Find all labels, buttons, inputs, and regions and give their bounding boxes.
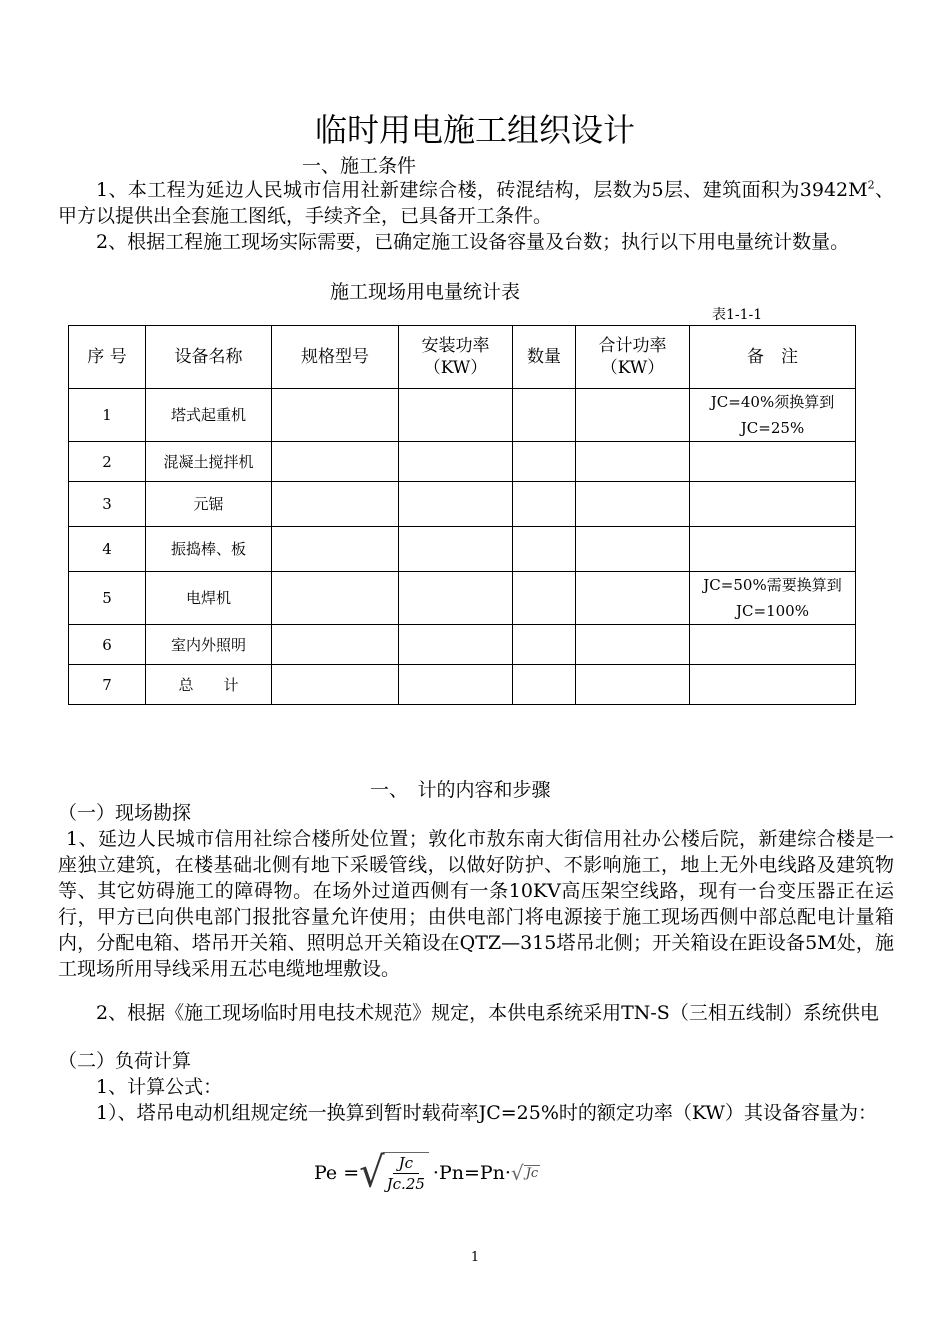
table-row <box>69 572 856 625</box>
cell-power <box>399 665 513 705</box>
cell-total <box>576 482 690 527</box>
cell-spec <box>272 625 399 665</box>
paragraph-crane-conversion: 1）、塔吊电动机组规定统一换算到暂时载荷率JC=25%时的额定功率（KW）其设备容量为： <box>96 1102 877 1124</box>
cell-spec <box>272 572 399 625</box>
cell-total <box>576 527 690 572</box>
sqrt-argument: Jc <box>525 1166 539 1181</box>
header-spec: 规格型号 <box>272 326 399 389</box>
cell-spec <box>272 442 399 482</box>
cell-qty <box>513 665 576 705</box>
cell-note <box>690 442 856 482</box>
cell-spec <box>272 482 399 527</box>
table-row <box>69 665 856 705</box>
cell-power <box>399 527 513 572</box>
table-row <box>69 482 856 527</box>
cell-name: 塔式起重机 <box>146 389 272 442</box>
paragraph-power-system: 2、根据《施工现场临时用电技术规范》规定，本供电系统采用TN-S（三相五线制）系统供电 <box>96 1002 879 1024</box>
cell-note <box>690 625 856 665</box>
header-total: 合计功率（KW） <box>576 326 690 389</box>
cell-no: 7 <box>69 665 146 705</box>
cell-no: 6 <box>69 625 146 665</box>
cell-no: 5 <box>69 572 146 625</box>
table-number: 表1-1-1 <box>712 307 763 323</box>
table-header-row <box>69 326 856 389</box>
sqrt-jc <box>511 1161 540 1185</box>
page-number: 1 <box>470 1250 480 1265</box>
cell-power <box>399 482 513 527</box>
cell-qty <box>513 625 576 665</box>
table-title: 施工现场用电量统计表 <box>329 281 520 303</box>
formula-pe <box>314 1148 540 1198</box>
section-heading-content-steps: 一、 计的内容和步骤 <box>370 779 551 801</box>
cell-note: JC=50%需要换算到JC=100% <box>690 572 856 625</box>
cell-qty <box>513 442 576 482</box>
sqrt-small-icon: √ <box>510 1161 524 1185</box>
paragraph-site-location: 1、延边人民城市信用社综合楼所处位置；敦化市敖东南大街信用社办公楼后院，新建综合楼是一座独立建筑，在楼基础北侧有地下采暖管线，以做好防护、不影响施工，地上无外电线路及建筑物等、其它妨碍施工的障碍物。在场外过道西侧有一条10KV高压架空线路，现有一台变压器正在运行，甲方已向供电部门报批容量允许使用；由供电部门将电源接于施工现场西侧中部总配电计量箱内，分配电箱、塔吊开关箱、照明总开关箱设在QTZ—315塔吊北侧；开关箱设在距设备5M处，施工现场所用导线采用五芯电缆地埋敷设。 <box>58 828 894 980</box>
cell-no: 4 <box>69 527 146 572</box>
page-title: 临时用电施工组织设计 <box>314 111 635 149</box>
cell-no: 1 <box>69 389 146 442</box>
header-power: 安装功率（KW） <box>399 326 513 389</box>
cell-qty <box>513 389 576 442</box>
cell-power <box>399 442 513 482</box>
cell-name: 总 计 <box>146 665 272 705</box>
header-note: 备 注 <box>690 326 856 389</box>
header-no: 序 号 <box>69 326 146 389</box>
cell-qty <box>513 482 576 527</box>
header-name: 设备名称 <box>146 326 272 389</box>
table-row <box>69 527 856 572</box>
cell-spec <box>272 389 399 442</box>
cell-total <box>576 665 690 705</box>
cell-spec <box>272 665 399 705</box>
cell-total <box>576 625 690 665</box>
cell-power <box>399 625 513 665</box>
cell-name: 元锯 <box>146 482 272 527</box>
cell-total <box>576 442 690 482</box>
section-heading-conditions: 一、施工条件 <box>302 155 417 177</box>
cell-note <box>690 482 856 527</box>
cell-power <box>399 572 513 625</box>
cell-no: 2 <box>69 442 146 482</box>
table-row <box>69 625 856 665</box>
sqrt-fraction <box>359 1148 433 1198</box>
sqrt-sign-icon: √ <box>359 1148 385 1198</box>
cell-spec <box>272 527 399 572</box>
paragraph-equipment-capacity: 2、根据工程施工现场实际需要，已确定施工设备容量及台数；执行以下用电量统计数量。 <box>96 231 850 253</box>
table-row <box>69 389 856 442</box>
cell-no: 3 <box>69 482 146 527</box>
cell-total <box>576 389 690 442</box>
table-row <box>69 442 856 482</box>
cell-note <box>690 527 856 572</box>
formula-lhs: Pe = <box>314 1162 360 1184</box>
formula-middle: ·Pn=Pn· <box>432 1162 511 1184</box>
cell-qty <box>513 527 576 572</box>
subheading-site-survey: （一）现场勘探 <box>58 802 192 824</box>
cell-name: 电焊机 <box>146 572 272 625</box>
cell-name: 室内外照明 <box>146 625 272 665</box>
power-statistics-table <box>68 325 856 705</box>
cell-power <box>399 389 513 442</box>
header-qty: 数量 <box>513 326 576 389</box>
fraction-numerator: Jc <box>393 1153 419 1174</box>
cell-name: 混凝土搅拌机 <box>146 442 272 482</box>
fraction-denominator: Jc.25 <box>386 1175 425 1193</box>
paragraph-formula-intro: 1、计算公式： <box>96 1076 223 1098</box>
cell-total <box>576 572 690 625</box>
cell-note: JC=40%须换算到JC=25% <box>690 389 856 442</box>
cell-qty <box>513 572 576 625</box>
paragraph-project-info: 1、本工程为延边人民城市信用社新建综合楼，砖混结构，层数为5层、建筑面积为$3942M^2$、甲方以提供出全套施工图纸，手续齐全，已具备开工条件。 <box>58 178 894 227</box>
cell-name: 振捣棒、板 <box>146 527 272 572</box>
subheading-load-calc: （二）负荷计算 <box>58 1050 192 1072</box>
cell-note <box>690 665 856 705</box>
